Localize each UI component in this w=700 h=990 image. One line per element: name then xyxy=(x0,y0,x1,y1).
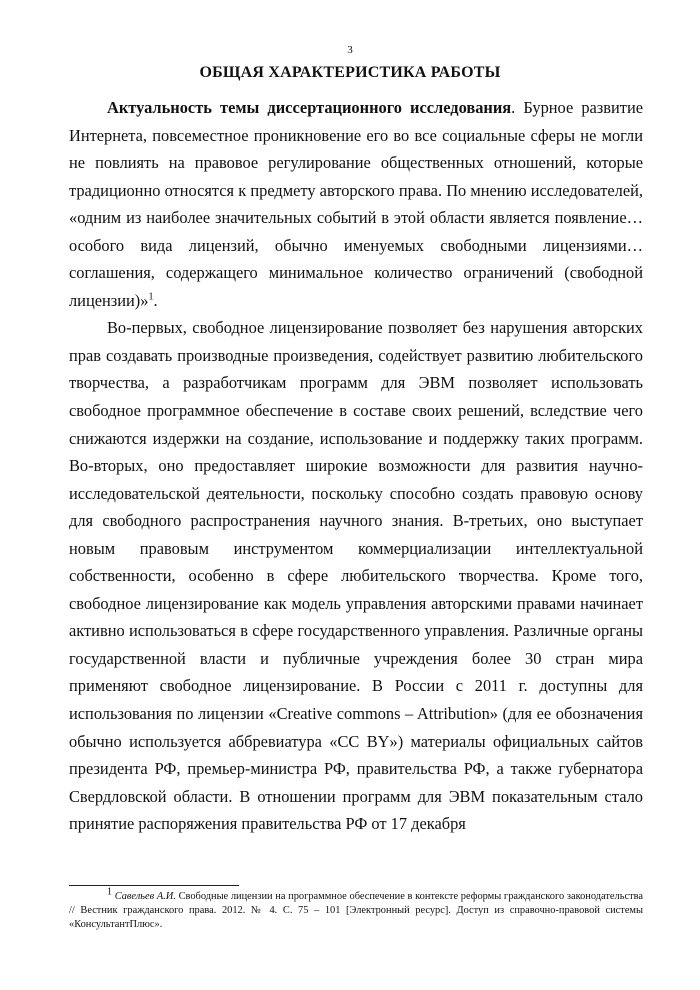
paragraph-relevance xyxy=(69,94,643,314)
footnote-separator xyxy=(69,885,239,886)
footnote-author: Савельев А.И. xyxy=(114,891,176,902)
paragraph-lead: Актуальность темы диссертационного исследования xyxy=(107,98,512,117)
body-text xyxy=(69,94,643,838)
paragraph-firstly: Во-первых, свободное лицензирование позволяет без нарушения авторских прав создавать производные произведения, содействует развитию любительского творчества, а разработчикам программ для ЭВМ позволяет использовать свободное программное обеспечение в составе своих решений, вследствие чего снижаются издержки на создание, использование и поддержку таких программ. Во-вторых, оно предоставляет широкие возможности для развития научно-исследовательской деятельности, поскольку способно создать правовую основу для свободного распространения научного знания. В-третьих, оно выступает новым правовым инструментом коммерциализации интеллектуальной собственности, особенно в сфере любительского творчества. Кроме того, свободное лицензирование как модель управления авторскими правами начинает активно использоваться в сфере государственного управления. Различные органы государственной власти и публичные учреждения более 30 стран мира применяют свободное лицензирование. В России с 2011 г. доступны для использования по лицензии «Creative commons – Attribution» (для ее обозначения обычно используется аббревиатура «CC BY») материалы официальных сайтов президента РФ, премьер-министра РФ, правительства РФ, а также губернатора Свердловской области. В отношении программ для ЭВМ показательным стало принятие распоряжения правительства РФ от 17 декабря xyxy=(69,318,643,834)
page-number: 3 xyxy=(347,44,353,56)
footnote-reference[interactable]: 1 xyxy=(148,291,154,303)
section-heading: ОБЩАЯ ХАРАКТЕРИСТИКА РАБОТЫ xyxy=(199,64,501,81)
footnote-number: 1 xyxy=(107,886,112,898)
footnote xyxy=(69,886,643,932)
paragraph-text: . Бурное развитие Интернета, повсеместное проникновение его во все социальные сферы не могли не повлиять на правовое регулирование общественных отношений, которые традиционно относятся к предмету авторского права. По мнению исследователей, «одним из наиболее значительных событий в этой области является появление… особого вида лицензий, обычно именуемых свободными лицензиями… соглашения, содержащего минимальное количество ограничений (свободной лицензии)» xyxy=(69,98,643,310)
paragraph-tail: . xyxy=(153,290,158,310)
footnote-text: Свободные лицензии на программное обеспечение в контексте реформы гражданского законодательства // Вестник гражданского права. 2012. № 4. С. 75 – 101 [Электронный ресурс]. Доступ из справочно-правовой системы «КонсультантПлюс». xyxy=(69,891,643,930)
